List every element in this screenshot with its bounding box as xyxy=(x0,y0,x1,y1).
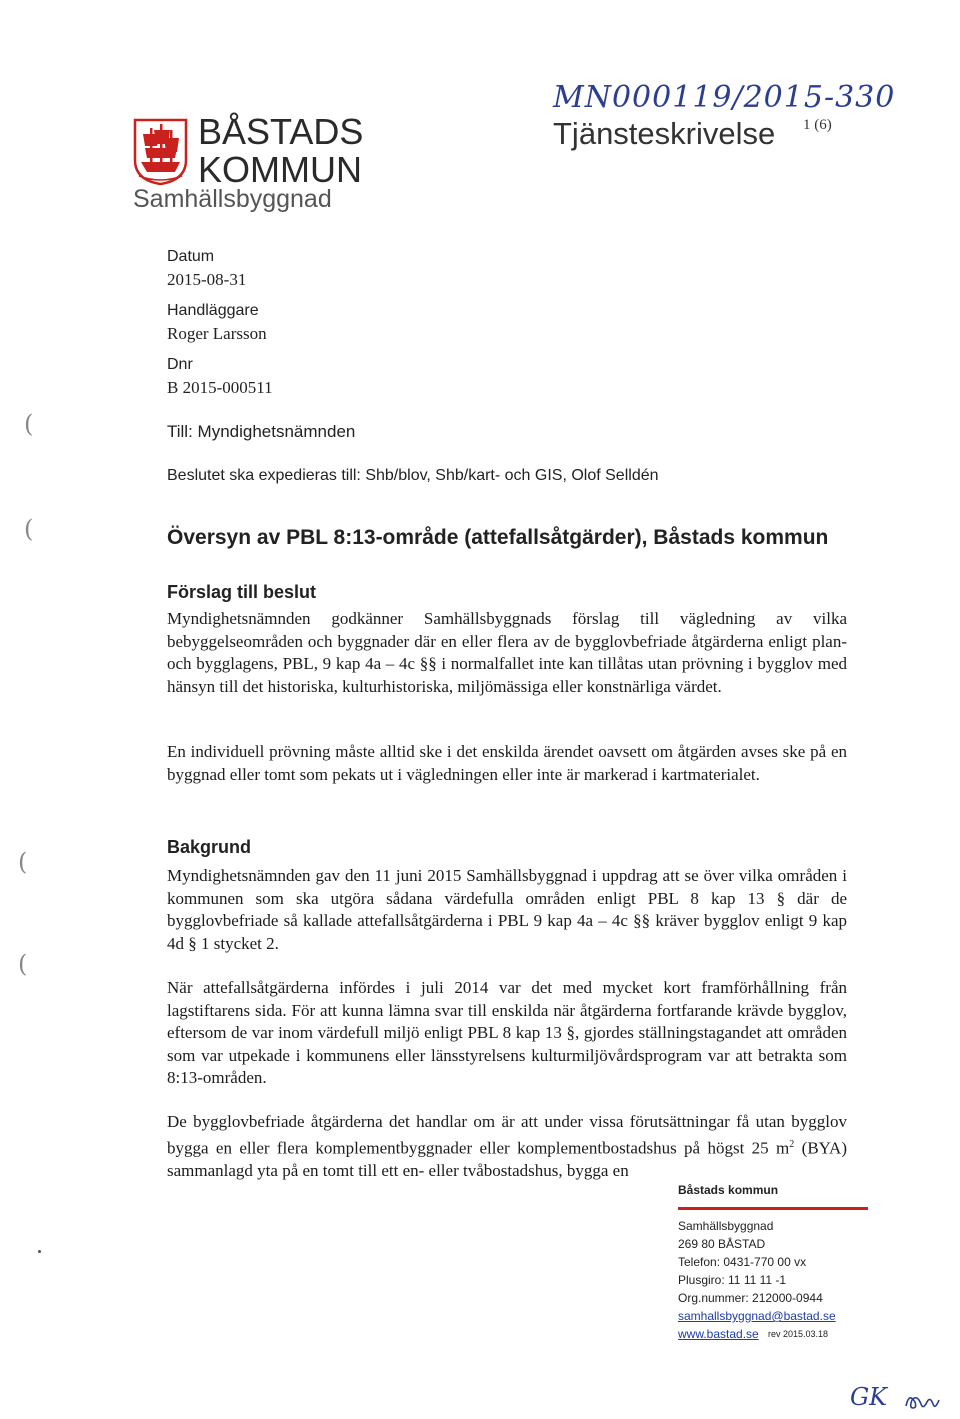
handwritten-signature xyxy=(903,1388,943,1419)
footer-divider xyxy=(678,1207,868,1210)
dnr-label: Dnr xyxy=(167,356,193,373)
recipient: Till: Myndighetsnämnden xyxy=(167,422,356,441)
section-heading-bakgrund: Bakgrund xyxy=(167,837,252,857)
datum-value: 2015-08-31 xyxy=(167,270,247,289)
dnr-value: B 2015-000511 xyxy=(167,378,273,397)
document-type: Tjänsteskrivelse xyxy=(553,116,776,151)
footer-orgnr: Org.nummer: 212000-0944 xyxy=(678,1291,823,1305)
page-number: 1 (6) xyxy=(803,117,832,133)
bakgrund-text-3b: (BYA) sammanlagd yta på en tomt till ett en- eller tvåbostadshus, bygga en xyxy=(167,1138,847,1180)
org-name-line1: BÅSTADS xyxy=(198,111,364,152)
bakgrund-text-1: Myndighetsnämnden gav den 11 juni 2015 Samhällsbyggnad i uppdrag att se över vilka områden i kommunen som ska utgöra sådana värdefulla områden enligt PBL 8 kap 13 § där de bygglovbefriade så kallade attefallsåtgärderna i PBL 9 kap 4a – 4c §§ kräver bygglov enligt 9 kap 4d § 1 stycket 2. xyxy=(167,866,847,953)
margin-mark: ( xyxy=(18,950,28,978)
bakgrund-paragraph-3 xyxy=(167,1111,847,1182)
footer-email-link[interactable]: samhallsbyggnad@bastad.se xyxy=(678,1309,836,1323)
handlaggare-value: Roger Larsson xyxy=(167,324,267,343)
handwritten-initials: GK xyxy=(850,1383,888,1411)
bakgrund-paragraph-1 xyxy=(167,865,847,955)
footer-revision: rev 2015.03.18 xyxy=(768,1329,829,1339)
bakgrund-text-2: När attefallsåtgärderna infördes i juli 2014 var det med mycket kort framförhållning från lagstiftarens sida. För att kunna lämna svar till enskilda när åtgärderna fortfarande krävde bygglov, eftersom de var inom värdefull miljö enligt PBL 8 kap 13 §, gjordes ställningstagandet att områden som var utpekade i kommunens eller länsstyrelsens kulturmiljövårdsprogram var att betrakta som 8:13-områden. xyxy=(167,978,847,1087)
margin-mark: ( xyxy=(24,410,34,438)
datum-label: Datum xyxy=(167,248,215,265)
org-name xyxy=(198,113,363,189)
individuell-paragraph xyxy=(167,741,847,786)
margin-mark: ( xyxy=(24,515,34,543)
footer-plusgiro: Plusgiro: 11 11 11 -1 xyxy=(678,1273,787,1287)
forslag-paragraph xyxy=(167,608,847,698)
superscript-2: 2 xyxy=(789,1138,795,1150)
municipality-logo xyxy=(133,118,188,186)
org-name-line2: KOMMUN xyxy=(198,149,362,190)
bakgrund-text-3 xyxy=(167,1111,847,1182)
scan-dot xyxy=(38,1250,41,1253)
handlaggare-label: Handläggare xyxy=(167,302,259,319)
individuell-text: En individuell prövning måste alltid ske i det enskilda ärendet oavsett om åtgärden avses ske på en byggnad eller tomt som pekats ut i vägledningen eller inte är markerad i kartmaterialet. xyxy=(167,742,847,784)
footer-org-name: Båstads kommun xyxy=(678,1183,779,1197)
handwritten-reference: MN000119/2015-330 xyxy=(553,80,896,115)
document-title: Översyn av PBL 8:13-område (attefallsåtgärder), Båstads kommun xyxy=(167,526,829,549)
footer-address: 269 80 BÅSTAD xyxy=(678,1237,766,1251)
distribution-list: Beslutet ska expedieras till: Shb/blov, Shb/kart- och GIS, Olof Selldén xyxy=(167,467,659,484)
section-heading-forslag: Förslag till beslut xyxy=(167,582,317,602)
footer-web-link[interactable]: www.bastad.se xyxy=(678,1327,759,1341)
footer-phone: Telefon: 0431-770 00 vx xyxy=(678,1255,807,1269)
bakgrund-paragraph-2 xyxy=(167,977,847,1090)
org-department: Samhällsbyggnad xyxy=(133,185,332,213)
bakgrund-text-3a: De bygglovbefriade åtgärderna det handlar om är att under vissa förutsättningar få utan bygglov bygga en eller flera komplementbyggnader eller komplementbostadshus på högst 25 m xyxy=(167,1112,847,1158)
footer-department: Samhällsbyggnad xyxy=(678,1219,774,1233)
forslag-text: Myndighetsnämnden godkänner Samhällsbyggnads förslag till vägledning av vilka bebyggelseområden och byggnader där en eller flera av de bygglovbefriade åtgärderna enligt plan- och bygglagens, PBL, 9 kap 4a – 4c §§ i normalfallet inte kan tillåtas utan prövning i bygglov med hänsyn till det historiska, kulturhistoriska, miljömässiga eller konstnärliga värdet. xyxy=(167,609,847,696)
margin-mark: ( xyxy=(18,848,28,876)
